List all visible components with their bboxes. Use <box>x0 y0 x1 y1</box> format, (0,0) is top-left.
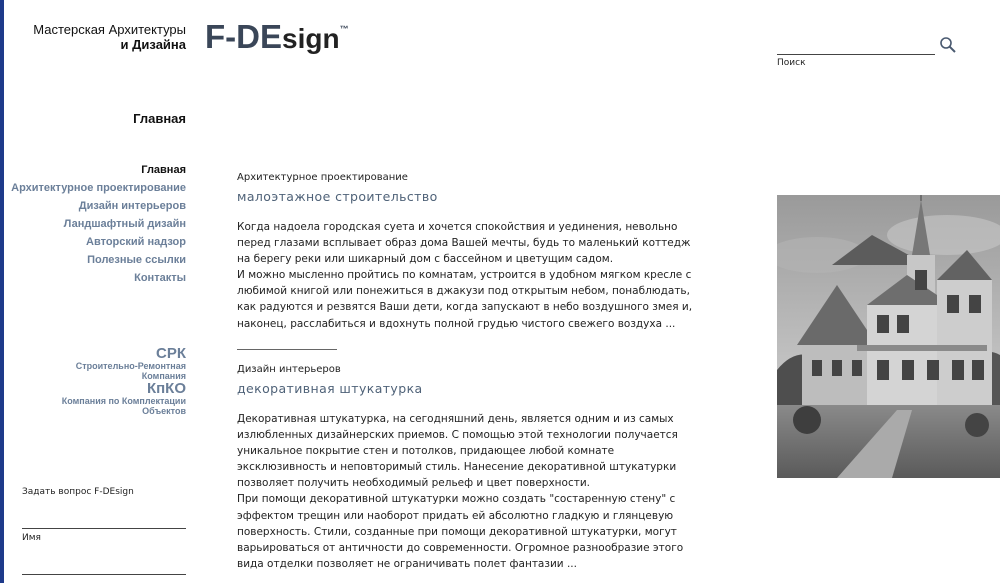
nav-item-contacts[interactable]: Контакты <box>134 272 186 284</box>
article-category: Дизайн интерьеров <box>237 364 341 375</box>
company-line-2: и Дизайна <box>120 37 186 52</box>
name-field-label: Имя <box>22 533 41 543</box>
search-label: Поиск <box>777 58 806 68</box>
search-icon[interactable] <box>939 36 957 54</box>
logo[interactable] <box>205 18 349 56</box>
nav-item-architecture[interactable]: Архитектурное проектирование <box>11 182 186 194</box>
company-line-1: Мастерская Архитектуры <box>33 22 186 37</box>
article-divider <box>237 349 337 350</box>
partner-kpko-abbr[interactable]: КпКО <box>146 380 186 397</box>
partner-srk-abbr[interactable]: СРК <box>156 345 186 362</box>
name-field[interactable] <box>22 574 186 575</box>
house-photo <box>777 195 1000 478</box>
partner-srk-name-2: Компания <box>141 371 186 381</box>
logo-trademark: ™ <box>339 24 349 34</box>
article-interior <box>237 363 737 572</box>
page-title: Главная <box>133 111 186 126</box>
nav-item-author-supervision[interactable]: Авторский надзор <box>86 236 186 248</box>
article-title-link[interactable]: декоративная штукатурка <box>237 381 423 396</box>
article-architecture <box>237 171 737 332</box>
partner-srk-name-1: Строительно-Ремонтная <box>75 361 186 371</box>
search-input[interactable] <box>777 54 935 55</box>
ask-question-input[interactable] <box>22 528 186 529</box>
main-nav <box>11 163 186 289</box>
article-body: Декоративная штукатурка, на сегодняшний день, является одним и из самых излюбленных дизайнерских приемов. С помощью этой технологии получается уникальное покрытие стен и потолков, придающее любой комнате эксклюзивность и неповторимый стиль. Нанесение декоративной штукатурки позволяет получить необходимый рельеф и цвет поверхности. При помощи декоративной штукатурки можно создать "состаренную стену" с эффектом трещин или наоборот придать ей абсолютно гладкую и глянцевую поверхность. Стили, созданные при помощи декоративной штукатурки, могут варьироваться от античности до современности. Огромное разнообразие этого вида отделки позволяет не ограничивать полет фантазии ... <box>237 413 684 570</box>
nav-item-home[interactable]: Главная <box>141 164 186 176</box>
nav-item-useful-links[interactable]: Полезные ссылки <box>87 254 186 266</box>
nav-item-interior-design[interactable]: Дизайн интерьеров <box>78 200 186 212</box>
article-category: Архитектурное проектирование <box>237 172 408 183</box>
nav-item-landscape-design[interactable]: Ландшафтный дизайн <box>63 218 186 230</box>
article-title-link[interactable]: малоэтажное строительство <box>237 189 438 204</box>
partner-kpko-name-2: Объектов <box>142 406 186 416</box>
logo-main: F-DE <box>205 18 282 55</box>
logo-tail: sign <box>282 23 340 54</box>
article-body: Когда надоела городская суета и хочется спокойствия и уединения, невольно перед глазами всплывает образ дома Вашей мечты, будь то маленький коттедж на берегу реки или шикарный дом с бассейном и цветущим садом. И можно мысленно пройтись по комнатам, устроится в удобном мягком кресле с любимой книгой или понежиться в джакузи под открытым небом, понаблюдать, как радуются и резвятся Ваши дети, когда запускают в небо воздушного змея и, наконец, расслабиться и вдохнуть полной грудью чистого свежего воздуха ... <box>237 221 693 330</box>
ask-question-title: Задать вопрос F-DEsign <box>22 487 134 497</box>
company-name <box>22 22 186 52</box>
partners-block <box>62 346 186 416</box>
left-border <box>0 0 4 583</box>
partner-kpko-name-1: Компания по Комплектации <box>61 396 186 406</box>
